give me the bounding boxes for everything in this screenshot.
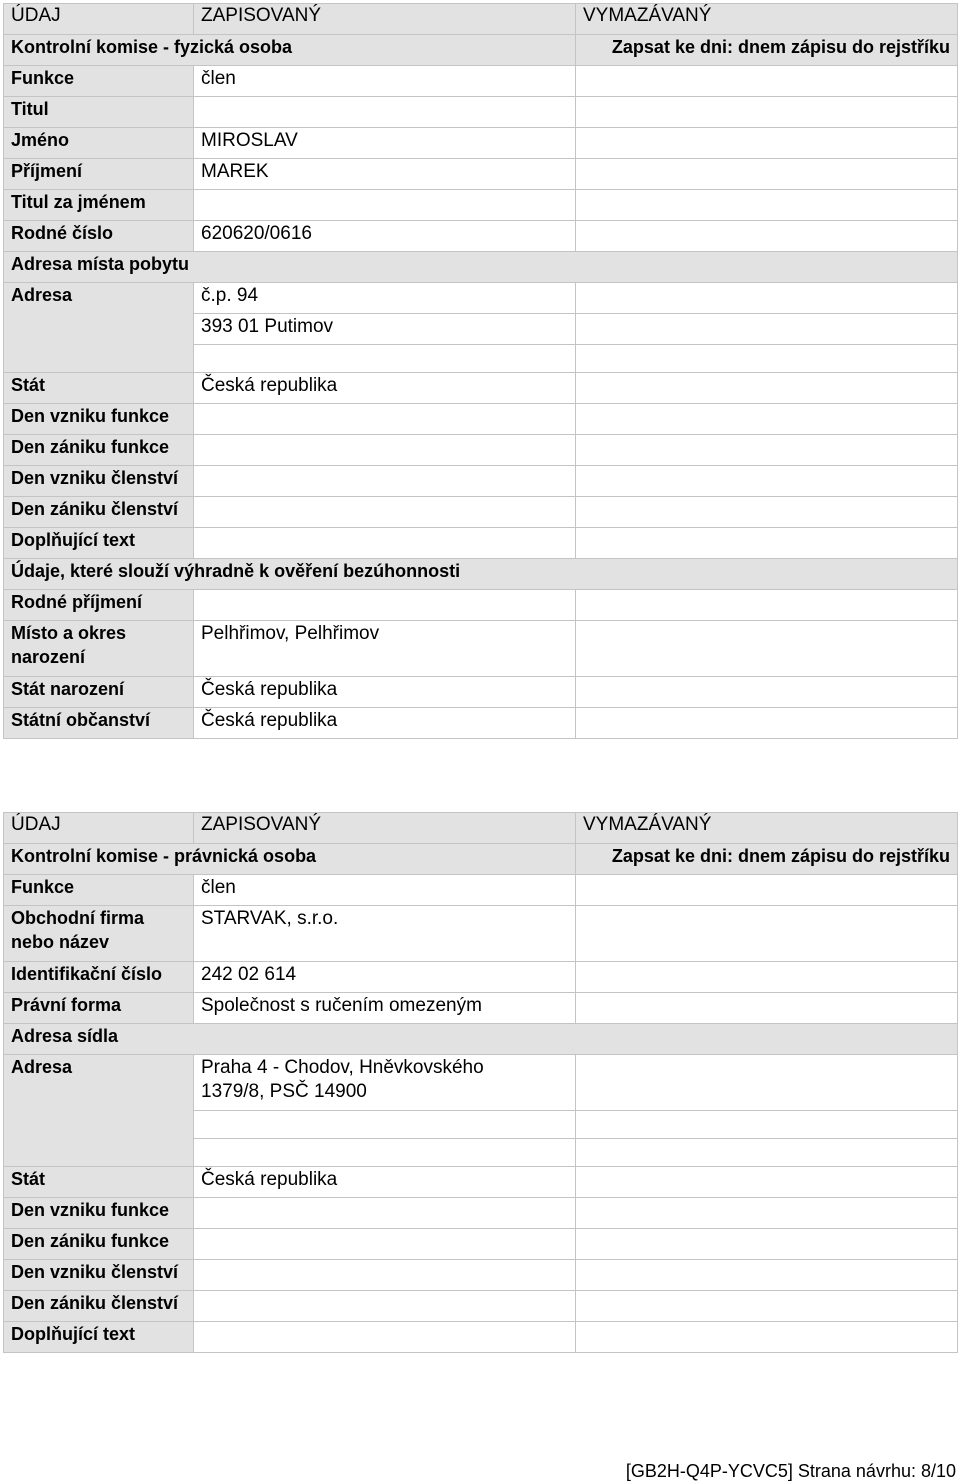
- vymazavany-cell: [576, 128, 958, 159]
- value-rodne-cislo: 620620/0616: [194, 221, 576, 252]
- label-funkce: Funkce: [4, 66, 194, 97]
- vymazavany-cell: [576, 1291, 958, 1322]
- value-doplnujici-text: [194, 528, 576, 559]
- label-den-vzniku-funkce: Den vzniku funkce: [4, 404, 194, 435]
- label-titul: Titul: [4, 97, 194, 128]
- vymazavany-cell: [576, 621, 958, 677]
- vymazavany-cell: [576, 1229, 958, 1260]
- label-stat: Stát: [4, 373, 194, 404]
- label-adresa-mista-pobytu: Adresa místa pobytu: [4, 252, 958, 283]
- label-obchodni-firma-line1: Obchodní firma: [11, 908, 145, 928]
- label-den-zaniku-funkce: Den zániku funkce: [4, 435, 194, 466]
- value-den-vzniku-funkce: [194, 1198, 576, 1229]
- label-den-vzniku-clenstvi: Den vzniku členství: [4, 1260, 194, 1291]
- value-adresa-empty: [194, 345, 576, 373]
- value-funkce: člen: [194, 875, 576, 906]
- value-rodne-prijmeni: [194, 590, 576, 621]
- label-stat-narozeni: Stát narození: [4, 677, 194, 708]
- header-vymazavany: VYMAZÁVANÝ: [576, 813, 958, 844]
- header-zapisovany: ZAPISOVANÝ: [194, 813, 576, 844]
- vymazavany-cell: [576, 373, 958, 404]
- value-adresa: [194, 1055, 576, 1111]
- vymazavany-cell: [576, 1111, 958, 1139]
- header-zapisovany: ZAPISOVANÝ: [194, 4, 576, 35]
- value-stat: Česká republika: [194, 1167, 576, 1198]
- value-adresa-empty: [194, 1111, 576, 1139]
- section-pravnicka-osoba: [3, 812, 958, 1353]
- vymazavany-cell: [576, 1198, 958, 1229]
- value-adresa-empty: [194, 1139, 576, 1167]
- vymazavany-cell: [576, 993, 958, 1024]
- value-den-zaniku-clenstvi: [194, 1291, 576, 1322]
- value-titul: [194, 97, 576, 128]
- vymazavany-cell: [576, 190, 958, 221]
- vymazavany-cell: [576, 97, 958, 128]
- vymazavany-cell: [576, 708, 958, 739]
- vymazavany-cell: [576, 677, 958, 708]
- label-den-zaniku-clenstvi: Den zániku členství: [4, 1291, 194, 1322]
- label-pravni-forma: Právní forma: [4, 993, 194, 1024]
- value-jmeno: MIROSLAV: [194, 128, 576, 159]
- vymazavany-cell: [576, 1167, 958, 1198]
- header-row: [4, 813, 958, 844]
- label-den-vzniku-funkce: Den vzniku funkce: [4, 1198, 194, 1229]
- label-den-vzniku-clenstvi: Den vzniku členství: [4, 466, 194, 497]
- label-obchodni-firma-line2: nebo název: [11, 932, 110, 952]
- vymazavany-cell: [576, 435, 958, 466]
- label-den-zaniku-clenstvi: Den zániku členství: [4, 497, 194, 528]
- vymazavany-cell: [576, 1260, 958, 1291]
- label-misto-okres-line1: Místo a okres: [11, 623, 127, 643]
- vymazavany-cell: [576, 159, 958, 190]
- value-identifikacni-cislo: 242 02 614: [194, 962, 576, 993]
- value-stat-narozeni: Česká republika: [194, 677, 576, 708]
- header-udaj: ÚDAJ: [4, 4, 194, 35]
- section-title: Kontrolní komise - fyzická osoba: [4, 35, 576, 66]
- label-doplnujici-text: Doplňující text: [4, 1322, 194, 1353]
- vymazavany-cell: [576, 906, 958, 962]
- label-bezuhonnost: Údaje, které slouží výhradně k ověření bezúhonnosti: [4, 559, 958, 590]
- value-stat: Česká republika: [194, 373, 576, 404]
- vymazavany-cell: [576, 962, 958, 993]
- label-identifikacni-cislo: Identifikační číslo: [4, 962, 194, 993]
- label-funkce: Funkce: [4, 875, 194, 906]
- value-doplnujici-text: [194, 1322, 576, 1353]
- vymazavany-cell: [576, 497, 958, 528]
- label-jmeno: Jméno: [4, 128, 194, 159]
- value-adresa-line1: Praha 4 - Chodov, Hněvkovského: [201, 1057, 484, 1078]
- value-misto-narozeni: Pelhřimov, Pelhřimov: [194, 621, 576, 677]
- vymazavany-cell: [576, 466, 958, 497]
- value-funkce: člen: [194, 66, 576, 97]
- vymazavany-cell: [576, 283, 958, 314]
- vymazavany-cell: [576, 345, 958, 373]
- value-adresa-line2: 1379/8, PSČ 14900: [201, 1081, 367, 1102]
- label-adresa: Adresa: [4, 1055, 194, 1167]
- vymazavany-cell: [576, 1139, 958, 1167]
- header-vymazavany: VYMAZÁVANÝ: [576, 4, 958, 35]
- value-den-zaniku-funkce: [194, 435, 576, 466]
- section-title-row: [4, 35, 958, 66]
- value-pravni-forma: Společnost s ručením omezeným: [194, 993, 576, 1024]
- label-den-zaniku-funkce: Den zániku funkce: [4, 1229, 194, 1260]
- value-den-vzniku-clenstvi: [194, 466, 576, 497]
- label-adresa-sidla: Adresa sídla: [4, 1024, 958, 1055]
- value-adresa-line2: 393 01 Putimov: [194, 314, 576, 345]
- label-statni-obcanstvi: Státní občanství: [4, 708, 194, 739]
- label-adresa: Adresa: [4, 283, 194, 373]
- zapsat-ke-dni: Zapsat ke dni: dnem zápisu do rejstříku: [576, 35, 958, 66]
- value-den-zaniku-funkce: [194, 1229, 576, 1260]
- label-rodne-prijmeni: Rodné příjmení: [4, 590, 194, 621]
- page-footer: [GB2H-Q4P-YCVC5] Strana návrhu: 8/10: [625, 1461, 956, 1481]
- value-prijmeni: MAREK: [194, 159, 576, 190]
- value-den-vzniku-clenstvi: [194, 1260, 576, 1291]
- vymazavany-cell: [576, 66, 958, 97]
- zapsat-ke-dni: Zapsat ke dni: dnem zápisu do rejstříku: [576, 844, 958, 875]
- label-misto-okres-line2: narození: [11, 647, 86, 667]
- vymazavany-cell: [576, 875, 958, 906]
- header-udaj: ÚDAJ: [4, 813, 194, 844]
- section-fyzicka-osoba: [3, 3, 958, 739]
- value-titul-za-jmenem: [194, 190, 576, 221]
- section-title-row: [4, 844, 958, 875]
- vymazavany-cell: [576, 590, 958, 621]
- value-statni-obcanstvi: Česká republika: [194, 708, 576, 739]
- value-adresa-line1: č.p. 94: [194, 283, 576, 314]
- vymazavany-cell: [576, 404, 958, 435]
- label-doplnujici-text: Doplňující text: [4, 528, 194, 559]
- label-misto-okres-narozeni: [4, 621, 194, 677]
- section-title: Kontrolní komise - právnická osoba: [4, 844, 576, 875]
- value-obchodni-firma: STARVAK, s.r.o.: [194, 906, 576, 962]
- label-stat: Stát: [4, 1167, 194, 1198]
- vymazavany-cell: [576, 314, 958, 345]
- vymazavany-cell: [576, 221, 958, 252]
- vymazavany-cell: [576, 528, 958, 559]
- label-prijmeni: Příjmení: [4, 159, 194, 190]
- value-den-zaniku-clenstvi: [194, 497, 576, 528]
- label-obchodni-firma: [4, 906, 194, 962]
- label-titul-za-jmenem: Titul za jménem: [4, 190, 194, 221]
- vymazavany-cell: [576, 1322, 958, 1353]
- header-row: [4, 4, 958, 35]
- vymazavany-cell: [576, 1055, 958, 1111]
- label-rodne-cislo: Rodné číslo: [4, 221, 194, 252]
- value-den-vzniku-funkce: [194, 404, 576, 435]
